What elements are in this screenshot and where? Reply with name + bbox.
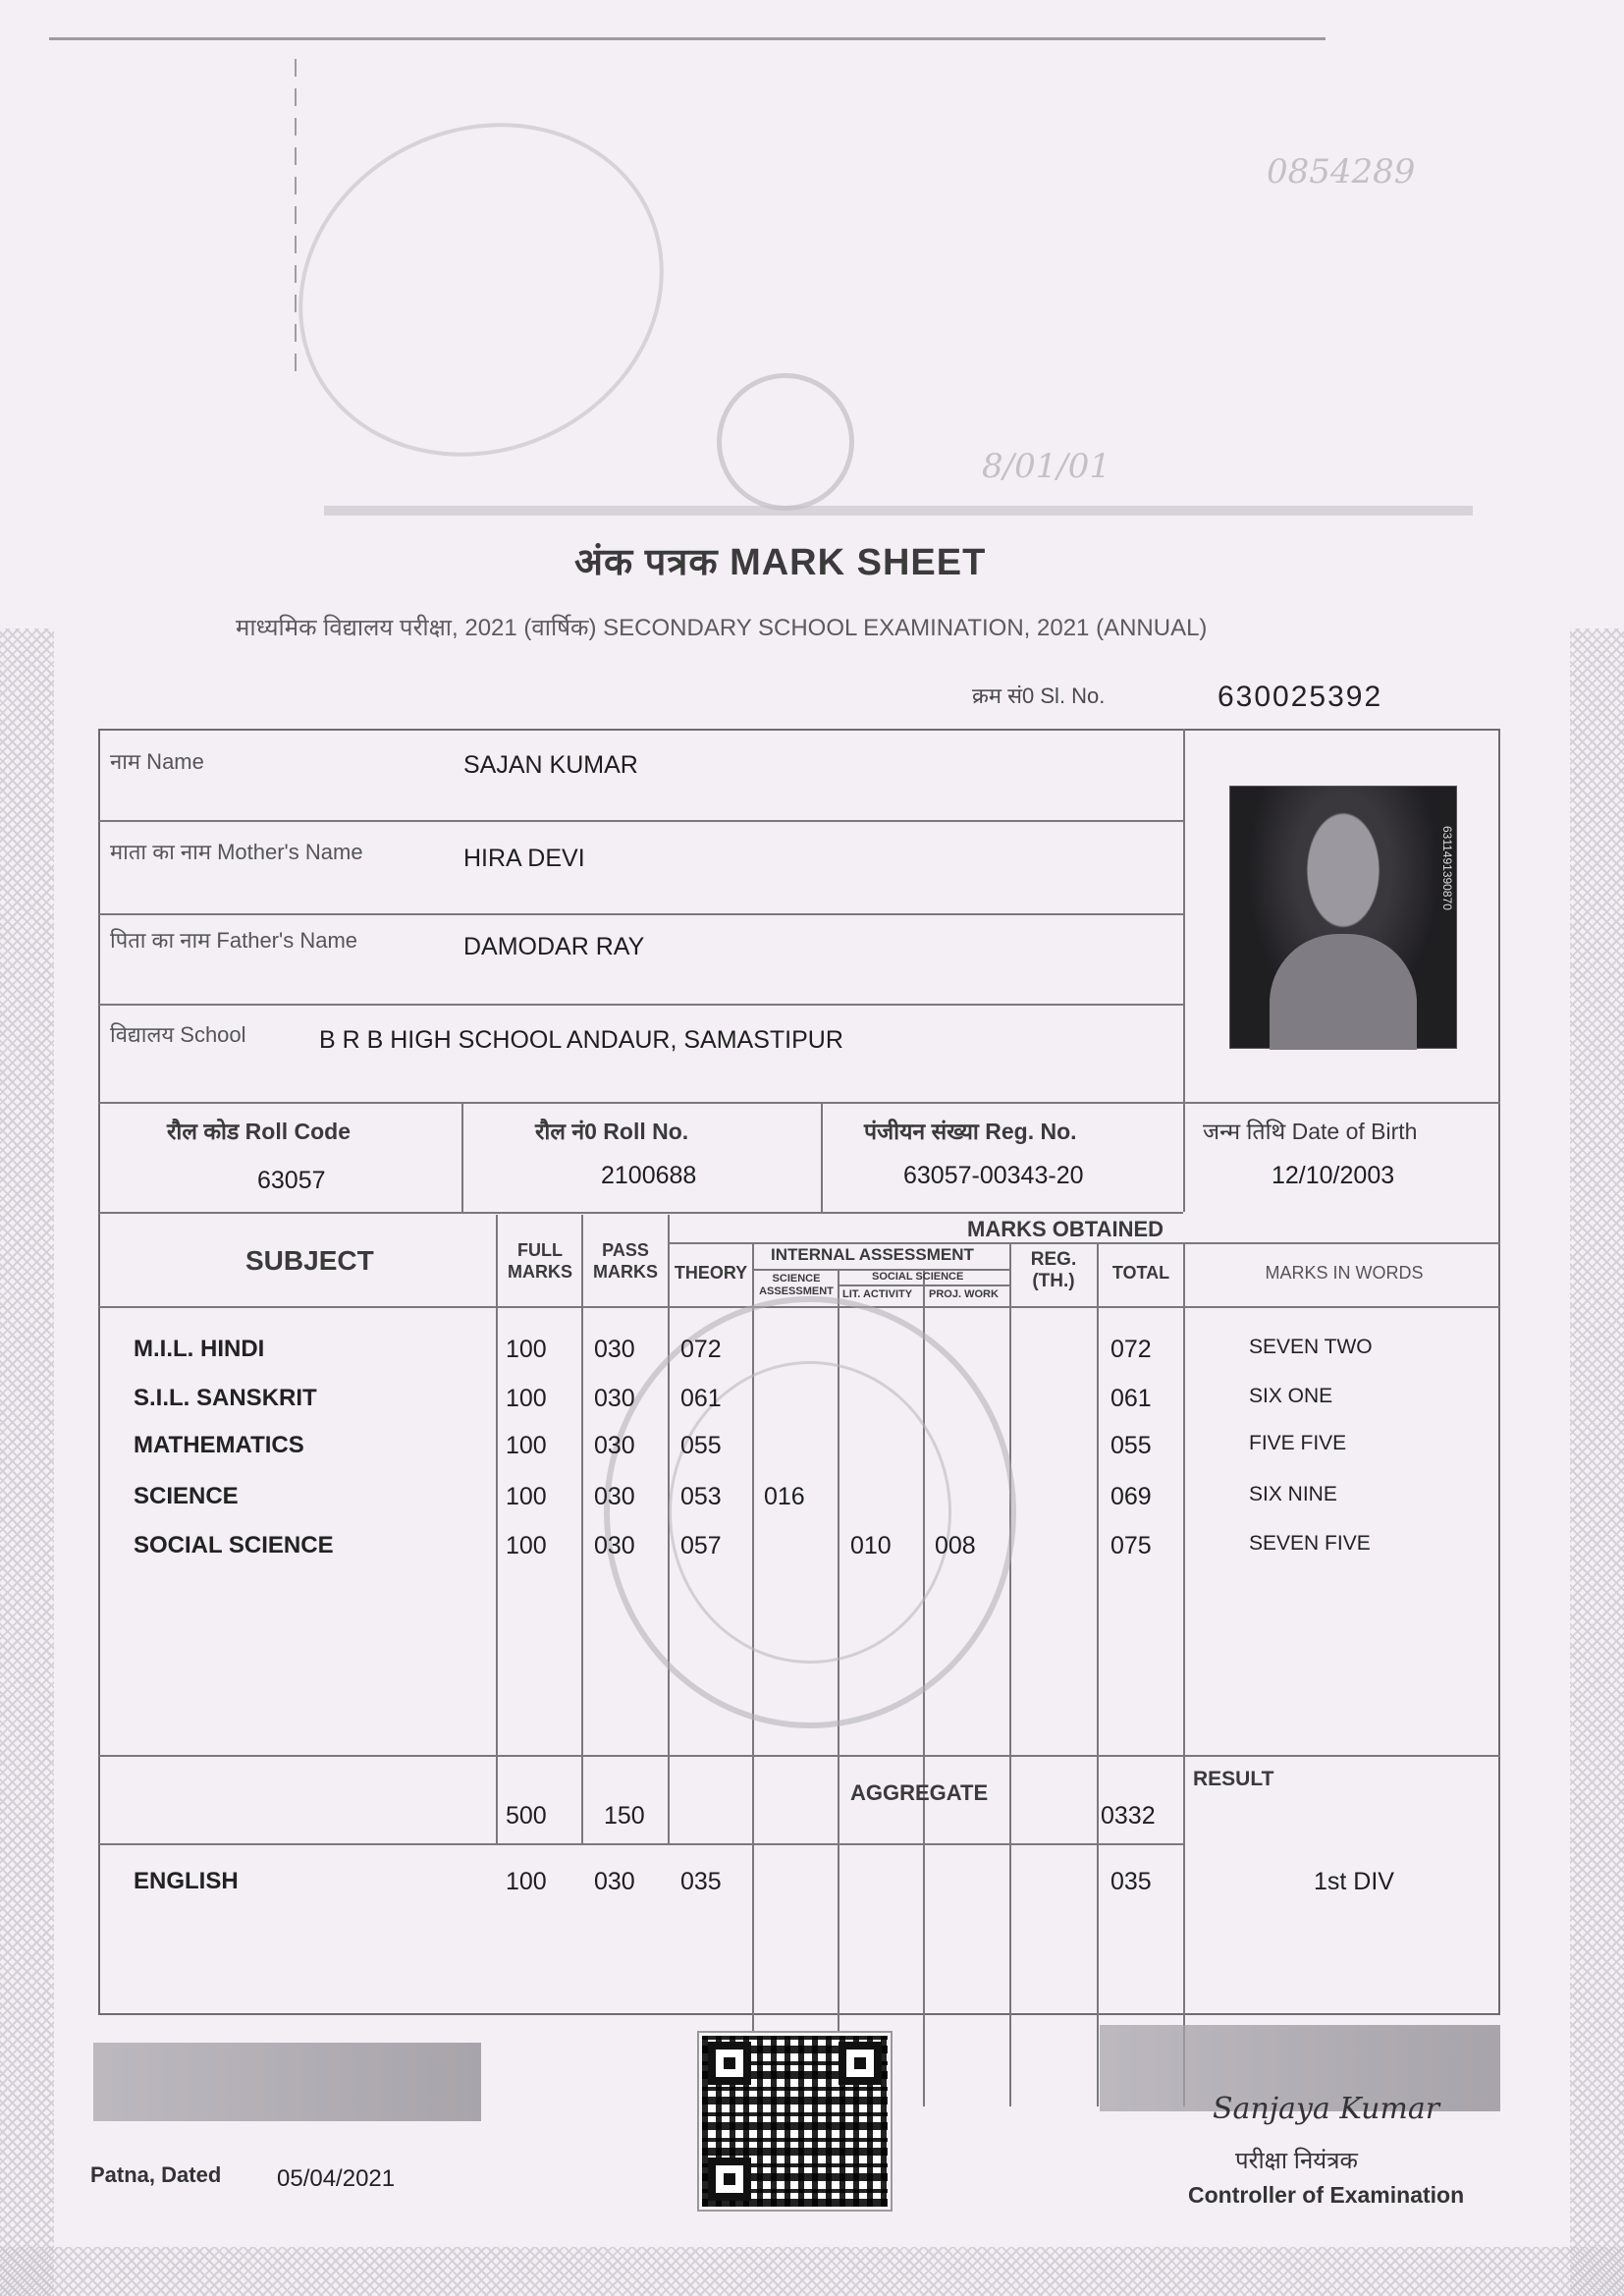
row-divider (98, 1212, 1183, 1214)
theory-header: THEORY (674, 1263, 748, 1283)
qr-finder (708, 2158, 751, 2201)
col-divider (1183, 1242, 1185, 2106)
english-subject: ENGLISH (134, 1868, 239, 1894)
decorative-border-bottom (0, 2247, 1624, 2296)
col-divider (581, 1215, 583, 1843)
redacted-box-left (93, 2043, 481, 2121)
aggregate-full: 500 (506, 1802, 547, 1830)
total-marks: 075 (1110, 1532, 1152, 1559)
col-divider (821, 1102, 823, 1212)
mother-name: HIRA DEVI (463, 845, 585, 872)
handwritten-number: 0854289 (1267, 152, 1416, 191)
marks-obtained-header: MARKS OBTAINED (967, 1217, 1164, 1241)
aggregate-pass: 150 (604, 1802, 645, 1830)
total-marks: 069 (1110, 1483, 1152, 1510)
controller-signature: Sanjaya Kumar (1213, 2092, 1440, 2126)
english-total: 035 (1110, 1868, 1152, 1895)
marks-in-words: SEVEN TWO (1249, 1336, 1373, 1358)
school-label: विद्यालय School (110, 1022, 246, 1047)
col-divider (1009, 1242, 1011, 2106)
lit-activity-marks: 010 (850, 1532, 892, 1559)
marks-in-words: SIX ONE (1249, 1385, 1333, 1407)
marks-in-words: FIVE FIVE (1249, 1432, 1347, 1454)
pass-marks: 030 (594, 1532, 635, 1559)
photo-figure (1270, 934, 1417, 1050)
total-marks: 055 (1110, 1432, 1152, 1459)
result-label: RESULT (1193, 1768, 1274, 1790)
stamp-strip (324, 506, 1473, 516)
lit-activity-header: LIT. ACTIVITY (842, 1288, 913, 1300)
student-name: SAJAN KUMAR (463, 751, 638, 779)
row-divider (668, 1242, 1500, 1244)
row-divider (98, 1755, 1500, 1757)
subject-name: SOCIAL SCIENCE (134, 1532, 334, 1558)
theory-marks: 057 (680, 1532, 722, 1559)
pass-marks: 030 (594, 1385, 635, 1412)
emblem-stamp (717, 373, 854, 511)
english-theory: 035 (680, 1868, 722, 1895)
pass-marks: 030 (594, 1483, 635, 1510)
decorative-border-left (0, 629, 54, 2296)
col-divider (1183, 1102, 1185, 1212)
full-marks: 100 (506, 1385, 547, 1412)
photo-divider (1183, 729, 1185, 1102)
result-value: 1st DIV (1314, 1868, 1394, 1895)
reg-no-label: पंजीयन संख्या Reg. No. (864, 1119, 1077, 1144)
col-divider (1097, 1242, 1099, 2106)
col-divider (496, 1215, 498, 1843)
pass-marks-header: PASS MARKS (593, 1240, 658, 1282)
qr-finder (708, 2042, 751, 2085)
dob-label: जन्म तिथि Date of Birth (1203, 1119, 1418, 1144)
issue-date: 05/04/2021 (277, 2165, 396, 2192)
theory-marks: 055 (680, 1432, 722, 1459)
full-marks: 100 (506, 1432, 547, 1459)
full-marks: 100 (506, 1336, 547, 1363)
internal-assessment-header: INTERNAL ASSESSMENT (771, 1245, 974, 1264)
serial-label: क्रम सं0 Sl. No. (972, 683, 1106, 708)
full-marks-header: FULL MARKS (508, 1240, 572, 1282)
pass-marks: 030 (594, 1432, 635, 1459)
row-divider (98, 1102, 1500, 1104)
english-full: 100 (506, 1868, 547, 1895)
controller-title: Controller of Examination (1188, 2182, 1465, 2208)
theory-marks: 061 (680, 1385, 722, 1412)
subject-name: S.I.L. SANSKRIT (134, 1385, 317, 1411)
student-photo (1229, 786, 1457, 1049)
full-marks: 100 (506, 1532, 547, 1559)
roll-code: 63057 (257, 1167, 326, 1194)
row-divider (98, 913, 1183, 915)
proj-work-header: PROJ. WORK (929, 1288, 999, 1300)
qr-code (699, 2033, 891, 2210)
board-stamp (244, 64, 719, 516)
marks-in-words-header: MARKS IN WORDS (1265, 1263, 1424, 1283)
total-header: TOTAL (1111, 1263, 1170, 1283)
reg-no: 63057-00343-20 (903, 1162, 1084, 1189)
father-name-label: पिता का नाम Father's Name (110, 928, 358, 953)
aggregate-label: AGGREGATE (850, 1780, 989, 1805)
controller-title-hindi: परीक्षा नियंत्रक (1235, 2148, 1358, 2174)
roll-no: 2100688 (601, 1162, 697, 1189)
marks-in-words: SEVEN FIVE (1249, 1532, 1371, 1555)
subject-header: SUBJECT (245, 1245, 374, 1276)
pass-marks: 030 (594, 1336, 635, 1363)
row-divider (98, 1004, 1183, 1006)
mother-name-label: माता का नाम Mother's Name (110, 840, 363, 864)
total-marks: 072 (1110, 1336, 1152, 1363)
aggregate-total: 0332 (1101, 1802, 1156, 1830)
full-marks: 100 (506, 1483, 547, 1510)
social-science-header: SOCIAL SCIENCE (872, 1271, 964, 1283)
col-divider (461, 1102, 463, 1212)
top-edge-line (49, 37, 1326, 40)
row-divider (98, 820, 1183, 822)
place-label: Patna, Dated (90, 2162, 222, 2187)
theory-marks: 053 (680, 1483, 722, 1510)
handwritten-date: 8/01/01 (982, 447, 1111, 486)
photo-code: 6311491390870 (1440, 826, 1454, 910)
subject-name: SCIENCE (134, 1483, 239, 1509)
name-label: नाम Name (110, 749, 204, 774)
row-divider (838, 1285, 1009, 1286)
dashed-margin-line (295, 59, 297, 383)
row-divider (98, 1843, 1183, 1845)
father-name: DAMODAR RAY (463, 933, 645, 960)
english-pass: 030 (594, 1868, 635, 1895)
decorative-border-right (1570, 629, 1624, 2296)
serial-number: 630025392 (1218, 681, 1383, 713)
marks-in-words: SIX NINE (1249, 1483, 1337, 1505)
school-name: B R B HIGH SCHOOL ANDAUR, SAMASTIPUR (319, 1026, 843, 1054)
science-assessment-marks: 016 (764, 1483, 805, 1510)
total-marks: 061 (1110, 1385, 1152, 1412)
board-seal-watermark (604, 1296, 1016, 1728)
reg-th-header: REG. (TH.) (1030, 1249, 1077, 1291)
subject-name: M.I.L. HINDI (134, 1336, 265, 1362)
theory-marks: 072 (680, 1336, 722, 1363)
subject-name: MATHEMATICS (134, 1432, 304, 1458)
science-assessment-header: SCIENCE ASSESSMENT (759, 1273, 834, 1297)
roll-no-label: रौल नं0 Roll No. (535, 1119, 689, 1144)
exam-subtitle: माध्यमिक विद्यालय परीक्षा, 2021 (वार्षिक) SECONDARY SCHOOL EXAMINATION, 2021 (ANNUAL) (236, 615, 1208, 641)
dob: 12/10/2003 (1272, 1162, 1395, 1189)
qr-finder (839, 2042, 882, 2085)
page-title: अंक पत्रक MARK SHEET (574, 542, 987, 583)
proj-work-marks: 008 (935, 1532, 976, 1559)
roll-code-label: रौल कोड Roll Code (167, 1119, 351, 1144)
